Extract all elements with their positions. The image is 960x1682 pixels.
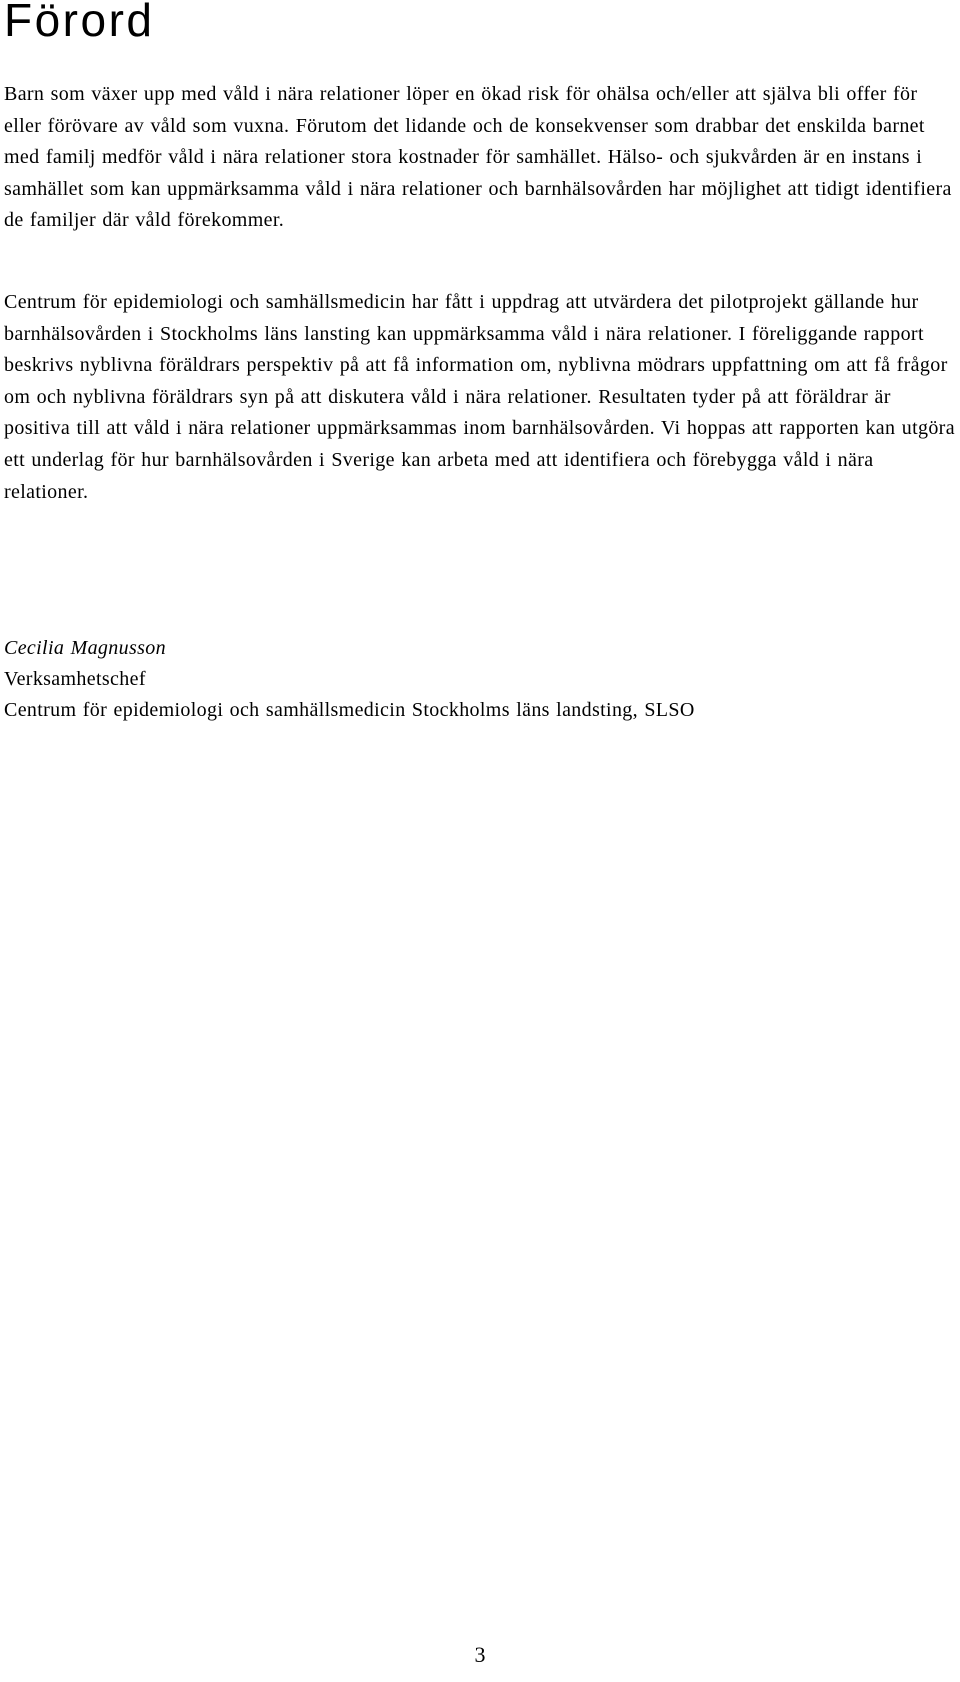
signature-block	[4, 633, 695, 726]
page-title: Förord	[4, 0, 155, 46]
signatory-name: Cecilia Magnusson	[4, 637, 166, 659]
foreword-paragraph-2: Centrum för epidemiologi och samhällsmedicin har fått i uppdrag att utvärdera det pilotprojekt gällande hur barnhälsovården i Stockholms läns lansting kan uppmärksamma våld i nära relationer. I föreliggande rapport beskrivs nyblivna föräldrars perspektiv på att få information om, nyblivna mödrars uppfattning om att få frågor om och nyblivna föräldrars syn på att diskutera våld i nära relationer. Resultaten tyder på att föräldrar är positiva till att våld i nära relationer uppmärksammas inom barnhälsovården. Vi hoppas att rapporten kan utgöra ett underlag för hur barnhälsovården i Sverige kan arbeta med att identifiera och förebygga våld i nära relationer.	[4, 291, 955, 503]
signatory-organization: Centrum för epidemiologi och samhällsmedicin Stockholms läns landsting, SLSO	[4, 699, 695, 721]
page-number: 3	[474, 1642, 486, 1667]
signatory-role: Verksamhetschef	[4, 668, 146, 690]
foreword-paragraph-1: Barn som växer upp med våld i nära relationer löper en ökad risk för ohälsa och/eller att själva bli offer för eller förövare av våld som vuxna. Förutom det lidande och de konsekvenser som drabbar det enskilda barnet med familj medför våld i nära relationer stora kostnader för samhället. Hälso- och sjukvården är en instans i samhället som kan uppmärksamma våld i nära relationer och barnhälsovården har möjlighet att tidigt identifiera de familjer där våld förekommer.	[4, 83, 952, 232]
